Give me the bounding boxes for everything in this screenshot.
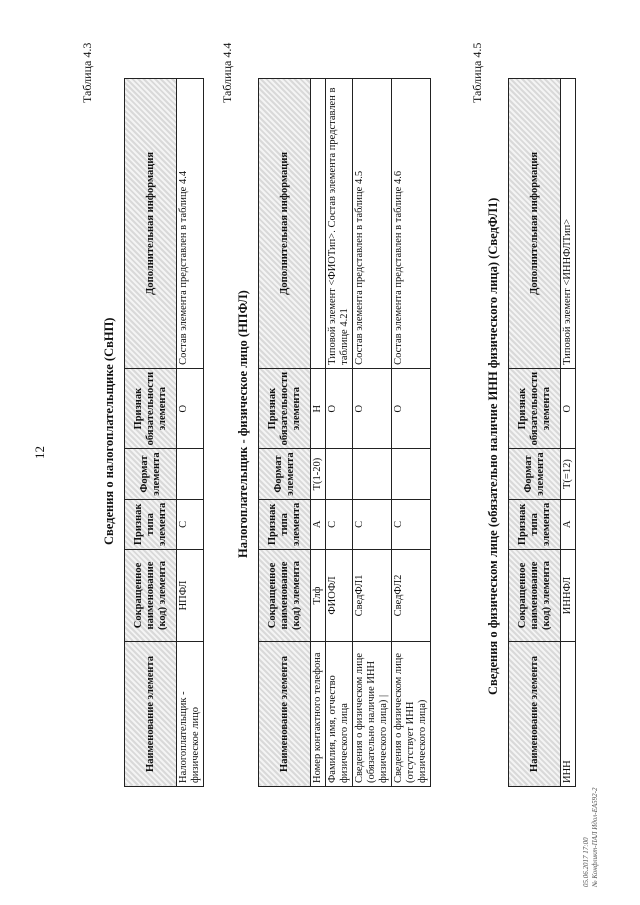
cell-code: СведФЛ1: [353, 550, 392, 642]
footer-code: № Конфликт-ПАЛ Идол-ЕА592-2: [591, 787, 599, 887]
table-row: [311, 78, 326, 786]
header-element-mandatory: Признак обязательности элемента: [259, 368, 311, 449]
header-element-format: Формат элемента: [259, 449, 311, 499]
cell-type: С: [392, 499, 431, 549]
page-number: 12: [32, 446, 47, 459]
cell-code: ФИОФЛ: [326, 550, 353, 642]
table-4-5-label: Таблица 4.5: [470, 42, 484, 103]
cell-name: Сведения о физическом лице (обязательно наличие ИНН физического лица) |: [353, 642, 392, 787]
cell-type: С: [326, 499, 353, 549]
table-4-3-title: Сведения о налогоплательщике (СвНП): [102, 317, 116, 545]
cell-info: Состав элемента представлен в таблице 4.6: [392, 78, 431, 368]
cell-type: А: [311, 499, 326, 549]
cell-format: [326, 449, 353, 499]
cell-info: [311, 78, 326, 368]
table-header-row: [259, 78, 311, 786]
cell-format: [392, 449, 431, 499]
header-element-name: Наименование элемента: [125, 642, 177, 787]
header-element-mandatory: Признак обязательности элемента: [509, 368, 561, 449]
cell-type: С: [353, 499, 392, 549]
table-header-row: [125, 78, 177, 786]
cell-format: T(1-20): [311, 449, 326, 499]
table-4-5: [508, 78, 576, 787]
cell-format: T(=12): [561, 449, 576, 499]
header-additional-info: Дополнительная информация: [259, 78, 311, 368]
cell-mandatory: О: [177, 368, 204, 449]
table-4-3: [124, 78, 204, 787]
cell-code: ИННФЛ: [561, 550, 576, 642]
cell-mandatory: О: [353, 368, 392, 449]
header-element-name: Наименование элемента: [259, 642, 311, 787]
header-element-type: Признак типа элемента: [125, 499, 177, 549]
footer-stamp: [582, 788, 600, 888]
cell-info: Состав элемента представлен в таблице 4.5: [353, 78, 392, 368]
cell-name: Налогоплательщик - физическое лицо: [177, 642, 204, 787]
cell-name: Номер контактного телефона: [311, 642, 326, 787]
cell-mandatory: О: [392, 368, 431, 449]
cell-name: ИНН: [561, 642, 576, 787]
header-element-code: Сокращенное наименование (код) элемента: [259, 550, 311, 642]
header-additional-info: Дополнительная информация: [509, 78, 561, 368]
header-additional-info: Дополнительная информация: [125, 78, 177, 368]
table-4-3-label: Таблица 4.3: [80, 42, 94, 103]
table-row: [177, 78, 204, 786]
cell-info: Типовой элемент <ФИОТип>. Состав элемента представлен в таблице 4.21: [326, 78, 353, 368]
cell-info: Типовой элемент <ИННФЛТип>: [561, 78, 576, 368]
cell-info: Состав элемента представлен в таблице 4.4: [177, 78, 204, 368]
header-element-code: Сокращенное наименование (код) элемента: [509, 550, 561, 642]
table-4-4-title: Налогоплательщик - физическое лицо (НПФЛ): [236, 290, 250, 558]
header-element-type: Признак типа элемента: [259, 499, 311, 549]
cell-code: Тлф: [311, 550, 326, 642]
table-row: [392, 78, 431, 786]
cell-name: Сведения о физическом лице (отсутствует ИНН физического лица): [392, 642, 431, 787]
cell-mandatory: О: [561, 368, 576, 449]
table-row: [353, 78, 392, 786]
table-4-5-title: Сведения о физическом лице (обязательно наличие ИНН физического лица) (СведФЛ1): [486, 197, 500, 695]
cell-mandatory: Н: [311, 368, 326, 449]
table-4-4-label: Таблица 4.4: [220, 42, 234, 103]
cell-format: [353, 449, 392, 499]
table-row: [561, 78, 576, 786]
cell-type: А: [561, 499, 576, 549]
header-element-name: Наименование элемента: [509, 642, 561, 787]
header-element-mandatory: Признак обязательности элемента: [125, 368, 177, 449]
table-row: [326, 78, 353, 786]
cell-format: [177, 449, 204, 499]
cell-type: С: [177, 499, 204, 549]
cell-mandatory: О: [326, 368, 353, 449]
table-header-row: [509, 78, 561, 786]
table-4-4: [258, 78, 431, 787]
header-element-format: Формат элемента: [125, 449, 177, 499]
header-element-code: Сокращенное наименование (код) элемента: [125, 550, 177, 642]
header-element-type: Признак типа элемента: [509, 499, 561, 549]
cell-code: НПФЛ: [177, 550, 204, 642]
header-element-format: Формат элемента: [509, 449, 561, 499]
footer-date: 05.06.2017 17:00: [582, 837, 590, 887]
cell-name: Фамилия, имя, отчество физического лица: [326, 642, 353, 787]
cell-code: СведФЛ2: [392, 550, 431, 642]
